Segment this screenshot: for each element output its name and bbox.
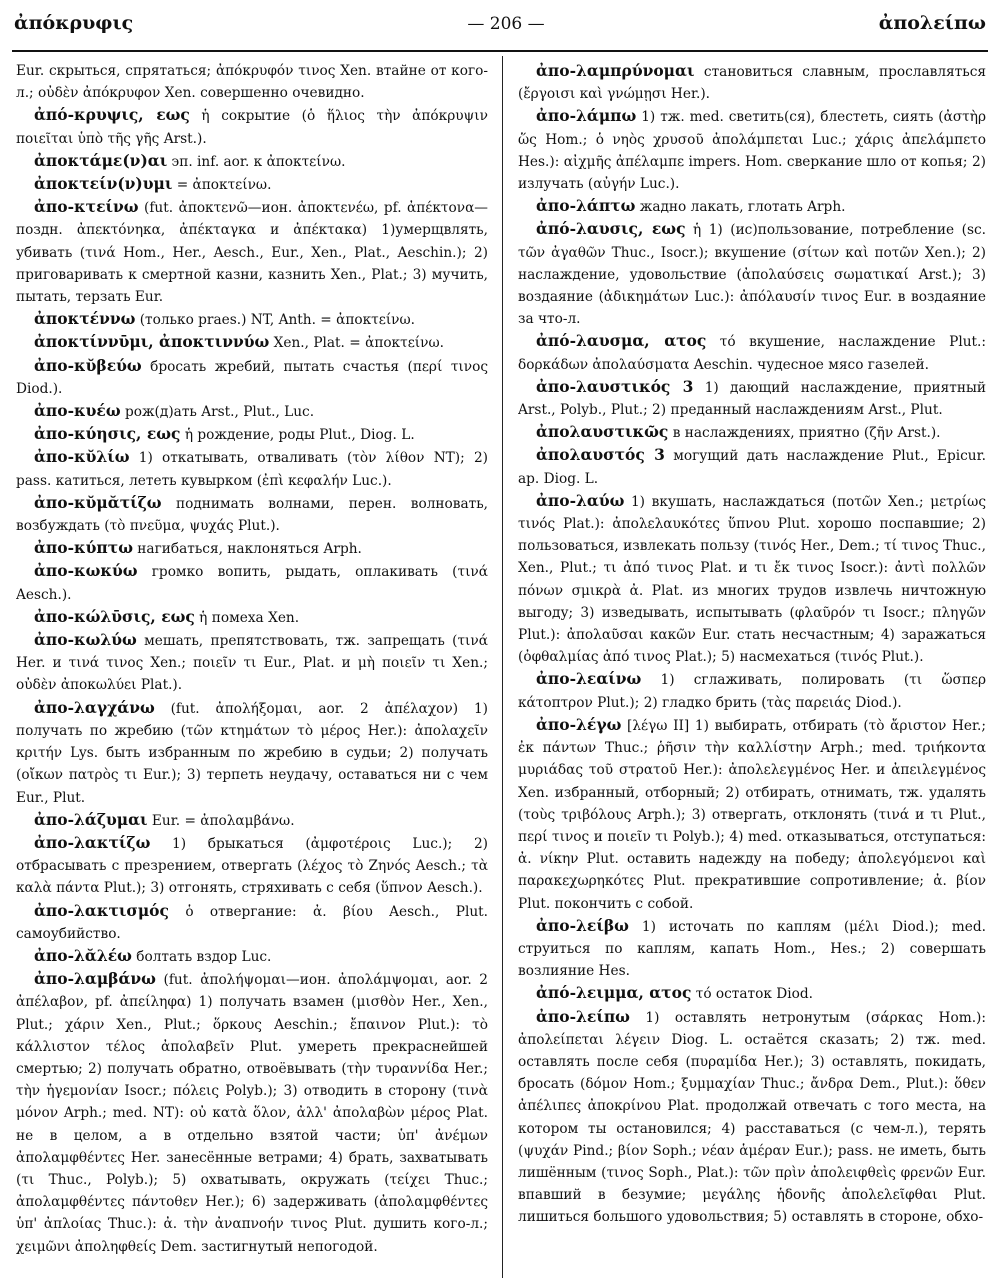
dictionary-entry: [518, 218, 986, 330]
dictionary-entry: [16, 537, 488, 560]
entry-definition: = ἀποκτείνω.: [172, 177, 272, 194]
entry-headword: ἀπο-λείβω: [536, 915, 629, 935]
dictionary-entry: [16, 196, 488, 308]
entry-definition: эп. inf. aor. к ἀποκτείνω.: [167, 153, 346, 170]
entry-headword: ἀποκτίννῡμι, ἀποκτιννύω: [34, 332, 270, 352]
entry-definition: [λέγω II] 1) выбирать, отбирать (τὸ ἄριστον Her.; ἐκ πάντων Thuc.; ῥῆσιν τὴν καλλίστην Arph.; med. τριήκοντα μυριάδας τοῦ στρατοῦ Her.): ἀπολελεγμένος Her. и ἀπειλεγμένος Xen. избранный, отборный; 2) отбирать, отнимать, тж. удалять (τοὺς τριβόλους Arph.); 3) отвергать, отклонять (τινά и τι Plut., περί τινος и ποιεῖν τι Polyb.); 4) med. отказываться, отступаться: ἀ. νίκην Plut. оставить надежду на победу; ἀπολεγόμενοι καὶ παρακεχωρηκότες Plut. прекратившие сопротивление; ἀ. βίον Plut. покончить с собой.: [518, 717, 986, 912]
entry-headword: ἀπο-λαγχάνω: [34, 697, 155, 717]
entry-definition: 1) вкушать, наслаждаться (ποτῶν Xen.; μετρίως τινός Plat.): ἀπολελαυκότες ὕπνου Plut. хорошо поспавшие; 2) пользоваться, извлекать пользу (τινός Her., Dem.; τί τινος Thuc., Xen., Plut.; τι ἀπό τινος Plat. и τι ἔκ τινος Isocr.): ἀντὶ πολλῶν πόνων σμικρὰ ἀ. Plat. из многих трудов извлечь ничтожную выгоду; 3) изведывать, испытывать (φλαῦρόν τι Isocr.; πληγῶν Plut.): ἀπολαῦσαι κακῶν Eur. стать несчастным; 4) заражаться (ὀφθαλμίας ἀπό τινος Plat.); 5) насмехаться (τινός Plut.).: [518, 493, 986, 666]
dictionary-entry: [518, 1006, 986, 1229]
header-right-guide-word: ἀπολείπω: [878, 12, 986, 34]
entry-headword: ἀπο-κῠβεύω: [34, 355, 142, 375]
dictionary-entry: [16, 104, 488, 149]
entry-definition: становиться славным, прославляться (ἔργοισι καὶ γνώμῃσι Her.).: [518, 64, 986, 103]
entry-definition: Eur. = ἀπολαμβάνω.: [147, 812, 295, 829]
entry-headword: ἀπο-λαμπρύνομαι: [536, 61, 695, 80]
entry-headword: ἀπο-λάμπω: [536, 106, 637, 126]
entry-definition: τό остаток Diod.: [691, 986, 813, 1003]
entry-definition: в наслаждениях, приятно (ζῆν Arst.).: [668, 425, 941, 442]
entry-definition: громко вопить, рыдать, оплакивать (τινά Aesch.).: [16, 564, 488, 603]
dictionary-entry: [16, 606, 488, 629]
entry-definition: (только praes.) NT, Anth. = ἀποκτείνω.: [135, 312, 416, 329]
entry-definition: 1) откатывать, отваливать (τὸν λίθον NT); 2) pass. катиться, лететь кувырком (ἐπὶ κεφαλήν Luc.).: [16, 450, 488, 489]
entry-definition: поднимать волнами, перен. волновать, возбуждать (τὸ πνεῦμα, ψυχάς Plut.).: [16, 495, 488, 535]
entry-headword: ἀπο-λείπω: [536, 1006, 630, 1026]
entry-definition: мешать, препятствовать, тж. запрещать (τινά Her. и τινά τινος Xen.; ποιεῖν τι Eur., Plat. и μὴ ποιεῖν τι Xen.; οὐδὲν ἀποκωλύει Plat.).: [16, 633, 488, 694]
header-left-guide-word: ἀπόκρυφις: [14, 12, 134, 34]
entry-headword: ἀπο-κυέω: [34, 401, 121, 421]
entry-headword: ἀπο-λέγω: [536, 714, 622, 734]
entry-headword: ἀπό-κρυψις, εως: [34, 105, 190, 125]
entry-definition: жадно лакать, глотать Arph.: [635, 199, 846, 216]
entry-headword: ἀπο-λάζυμαι: [34, 809, 148, 829]
header-rule: [12, 50, 988, 52]
dictionary-entry: [518, 668, 986, 713]
entry-headword: ἀπο-κύπτω: [34, 538, 133, 558]
entry-definition: 1) сглаживать, полировать (τι ὥσπερ κάτοπτρον Plut.); 2) гладко брить (τὰς παρειάς Diod.).: [518, 672, 986, 711]
entry-definition: Xen., Plat. = ἀποκτείνω.: [269, 335, 444, 352]
dictionary-entry: [16, 331, 488, 354]
dictionary-entry: [16, 832, 488, 900]
entry-headword: ἀπό-λαυσις, εως: [536, 219, 686, 239]
entry-definition: 1) брыкаться (ἀμφοτέροις Luc.); 2) отбрасывать с презрением, отвергать (λέχος τὸ Ζηνός Aesch.; τὰ καλὰ πάντα Plut.); 3) отгонять, стряхивать с себя (ὕπνον Aesch.).: [16, 835, 488, 897]
entry-headword: ἀποκτείν(ν)υμι: [34, 174, 173, 194]
entry-headword: ἀπο-λαύω: [536, 490, 625, 510]
entry-headword: ἀπο-λεαίνω: [536, 669, 642, 689]
entry-definition: Eur. скрыться, спрятаться; ἀπόκρυφόν τινος Xen. втайне от кого-л.; οὐδὲν ἀπόκρυφον Xen. совершенно очевидно.: [16, 63, 488, 102]
entry-definition: ἡ помеха Xen.: [194, 609, 300, 626]
dictionary-entry: [16, 492, 488, 537]
entry-headword: ἀποκτάμε(ν)αι: [34, 150, 168, 170]
dictionary-entry: [16, 900, 488, 945]
entry-definition: ἡ сокрытие (ὁ ἥλιος τὴν ἀπόκρυψιν ποιεῖται ὑπὸ τῆς γῆς Arst.).: [16, 108, 488, 147]
entry-headword: ἀπο-κύησις, εως: [34, 424, 181, 444]
entry-headword: ἀπο-λαμβάνω: [34, 969, 156, 989]
entry-definition: (fut. ἀπολήψομαι—ион. ἀπολάμψομαι, aor. 2 ἀπέλαβον, pf. ἀπείληφα) 1) получать взамен (μισθὸν Her., Xen., Plut.; χάριν Xen., Plut.; ὅρκους Aeschin.; ἔπαινον Plut.): τὸ κάλλιστον τέλος ἀπολαβεῖν Plut. умереть прекраснейшей смертью; 2) получать обратно, отвоёвывать (τὴν τυραννίδα Her.; τὴν ἡγεμονίαν Isocr.; πόλεις Polyb.); 3) отводить в сторону (τινὰ μόνον Arph.; med. NT): οὐ κατὰ ὅλον, ἀλλ' ἀπολαβὼν μέρος Plat. не в целом, а в отдельно взятой части; ὑπ' ἀνέμων ἀπολαμφθέντες Her. занесённые ветрами; 4) брать, захватывать (τι Thuc., Polyb.); 5) охватывать, окружать (τείχει Thuc.; ἀπολαμφθέντες πάντοθεν Her.); 6) задерживать (ἀπολαμφθέντες ὑπ' ἀπλοίας Thuc.): ἀ. τὴν ἀναπνοήν τινος Plut. душить кого-л.; χειμῶνι ἀποληφθείς Dem. застигнутый непогодой.: [16, 972, 488, 1255]
entry-definition: τό вкушение, наслаждение Plut.: δορκάδων ἀπολαύσματα Aeschin. чудесное мясо газелей.: [518, 334, 986, 373]
dictionary-entry: [518, 376, 986, 421]
dictionary-entry: [16, 697, 488, 809]
entry-headword: ἀπο-κωκύω: [34, 561, 138, 581]
column-divider: [502, 56, 503, 1278]
dictionary-entry: [16, 945, 488, 968]
dictionary-entry: [518, 105, 986, 195]
dictionary-entry: [16, 629, 488, 697]
dictionary-entry: [518, 714, 986, 915]
entry-headword: ἀπο-κῠμᾰτίζω: [34, 492, 162, 512]
entry-headword: ἀπο-λάπτω: [536, 196, 636, 216]
entry-headword: ἀπο-λακτισμός: [34, 900, 169, 920]
entry-definition: могущий дать наслаждение Plut., Epicur. ap. Diog. L.: [518, 448, 986, 487]
entry-headword: ἀπολαυστικῶς: [536, 422, 669, 442]
right-column: [518, 60, 986, 1278]
left-column: [16, 60, 488, 1278]
entry-definition: (fut. ἀποκτενῶ—ион. ἀποκτενέω, pf. ἀπέκτονα—поздн. ἀπεκτόνηκα, ἀπέκταγκα и ἀπέκτακα) 1)умерщвлять, убивать (τινά Hom., Her., Aesch., Eur., Xen., Plat., Aeschin.); 2) приговаривать к смертной казни, казнить Xen., Plat.; 3) мучить, пытать, терзать Eur.: [16, 200, 488, 306]
entry-headword: ἀπο-κῠλίω: [34, 447, 130, 467]
dictionary-entry: [518, 60, 986, 105]
entry-definition: (fut. ἀπολήξομαι, aor. 2 ἀπέλαχον) 1) получать по жребию (τῶν κτημάτων τὸ μέρος Her.): ἀπολαχεῖν κριτήν Lys. быть избранным по жребию в судьи; 2) получать (οἴκων πατρὸς τι Eur.); 3) терпеть неудачу, оставаться ни с чем Eur., Plut.: [16, 700, 488, 806]
entry-definition: ὁ отвергание: ἀ. βίου Aesch., Plut. самоубийство.: [16, 903, 488, 942]
dictionary-entry: [16, 560, 488, 605]
entry-definition: 1) тж. med. светить(ся), блестеть, сиять (ἀστὴρ ὥς Hom.; ὁ νηὸς χρυσοῦ ἀπολάμπεται Luc.; χάρις ἀπελάμπετο Hes.): αἰχμῆς ἀπέλαμπε impers. Hom. сверкание шло от копья; 2) излучать (αὐγήν Luc.).: [518, 109, 986, 193]
entry-headword: ἀπο-κωλύω: [34, 630, 137, 650]
dictionary-entry: [16, 400, 488, 423]
dictionary-entry: [518, 444, 986, 489]
entry-headword: ἀπο-κώλῡσις, εως: [34, 606, 195, 626]
dictionary-entry: [16, 308, 488, 331]
entry-headword: ἀποκτέννω: [34, 309, 136, 329]
entry-headword: ἀπό-λειμμα, ατος: [536, 983, 692, 1003]
entry-headword: ἀπό-λαυσμα, ατος: [536, 331, 707, 351]
entry-definition: 1) дающий наслаждение, приятный Arst., Polyb., Plut.; 2) преданный наслаждениям Arst., Plut.: [518, 379, 986, 419]
dictionary-entry: [518, 195, 986, 218]
dictionary-entry: [16, 968, 488, 1258]
entry-definition: бросать жребий, пытать счастья (περί τινος Diod.).: [16, 358, 488, 397]
entry-definition: 1) оставлять нетронутым (σάρκας Hom.): ἀπολείπεται λέγειν Diog. L. остаётся сказать; 2) тж. med. оставлять после себя (πυραμίδα Her.); 3) оставлять, покидать, бросать (δόμον Hom.; ξυμμαχίαν Thuc.; ἄνδρα Dem., Plut.): ὅθεν ἀπέλιπες ἀποκρίνου Plat. продолжай отвечать с того места, на котором ты остановился; 4) расставаться (с чем-л.), терять (ψυχάν Pind.; βίον Soph.; νέαν ἁμέραν Eur.); pass. не иметь, быть лишённым (τινος Soph., Plat.): τῶν πρὶν ἀπολειφθεὶς φρενῶν Eur. впавший в безумие; μεγάλης ἡδονῆς ἀπολελεῖφθαι Plut. лишиться большого удовольствия; 5) оставлять в стороне, обхо-: [518, 1009, 986, 1226]
dictionary-entry: [518, 421, 986, 444]
running-head: [14, 12, 986, 42]
dictionary-entry: [16, 150, 488, 173]
dictionary-entry: [16, 355, 488, 400]
dictionary-entry: [16, 173, 488, 196]
dictionary-entry: [518, 982, 986, 1005]
entry-definition: нагибаться, наклоняться Arph.: [132, 541, 362, 558]
entry-definition: ἡ рождение, роды Plut., Diog. L.: [180, 427, 415, 444]
dictionary-entry: [16, 446, 488, 491]
dictionary-entry: [518, 330, 986, 375]
entry-headword: ἀπο-λαυστικός 3: [536, 376, 694, 396]
entry-headword: ἀπο-λακτίζω: [34, 832, 151, 852]
page-number: — 206 —: [467, 14, 545, 34]
entry-headword: ἀπο-λᾰλέω: [34, 945, 132, 965]
entry-headword: ἀπο-κτείνω: [34, 197, 139, 217]
dictionary-entry: [518, 490, 986, 669]
entry-definition: болтать вздор Luc.: [131, 948, 272, 965]
dictionary-entry: [16, 809, 488, 832]
entry-definition: ἡ 1) (ис)пользование, потребление (sc. τῶν ἀγαθῶν Thuc., Isocr.); вкушение (σίτων καὶ ποτῶν Xen.); 2) наслаждение, удовольствие (ἀπολαύσεις σωματικαί Arst.); 3) воздаяние (ἀδικημάτων Luc.): ἀπόλαυσίν τινος Eur. в воздаяние за что-л.: [518, 222, 986, 328]
dictionary-entry: [16, 60, 488, 104]
dictionary-entry: [518, 915, 986, 983]
dictionary-entry: [16, 423, 488, 446]
entry-definition: 1) источать по каплям (μέλι Diod.); med. струиться по каплям, капать Hom., Hes.; 2) совершать возлияние Hes.: [518, 918, 986, 980]
entry-definition: рож(д)ать Arst., Plut., Luc.: [120, 404, 315, 421]
entry-headword: ἀπολαυστός 3: [536, 445, 665, 465]
